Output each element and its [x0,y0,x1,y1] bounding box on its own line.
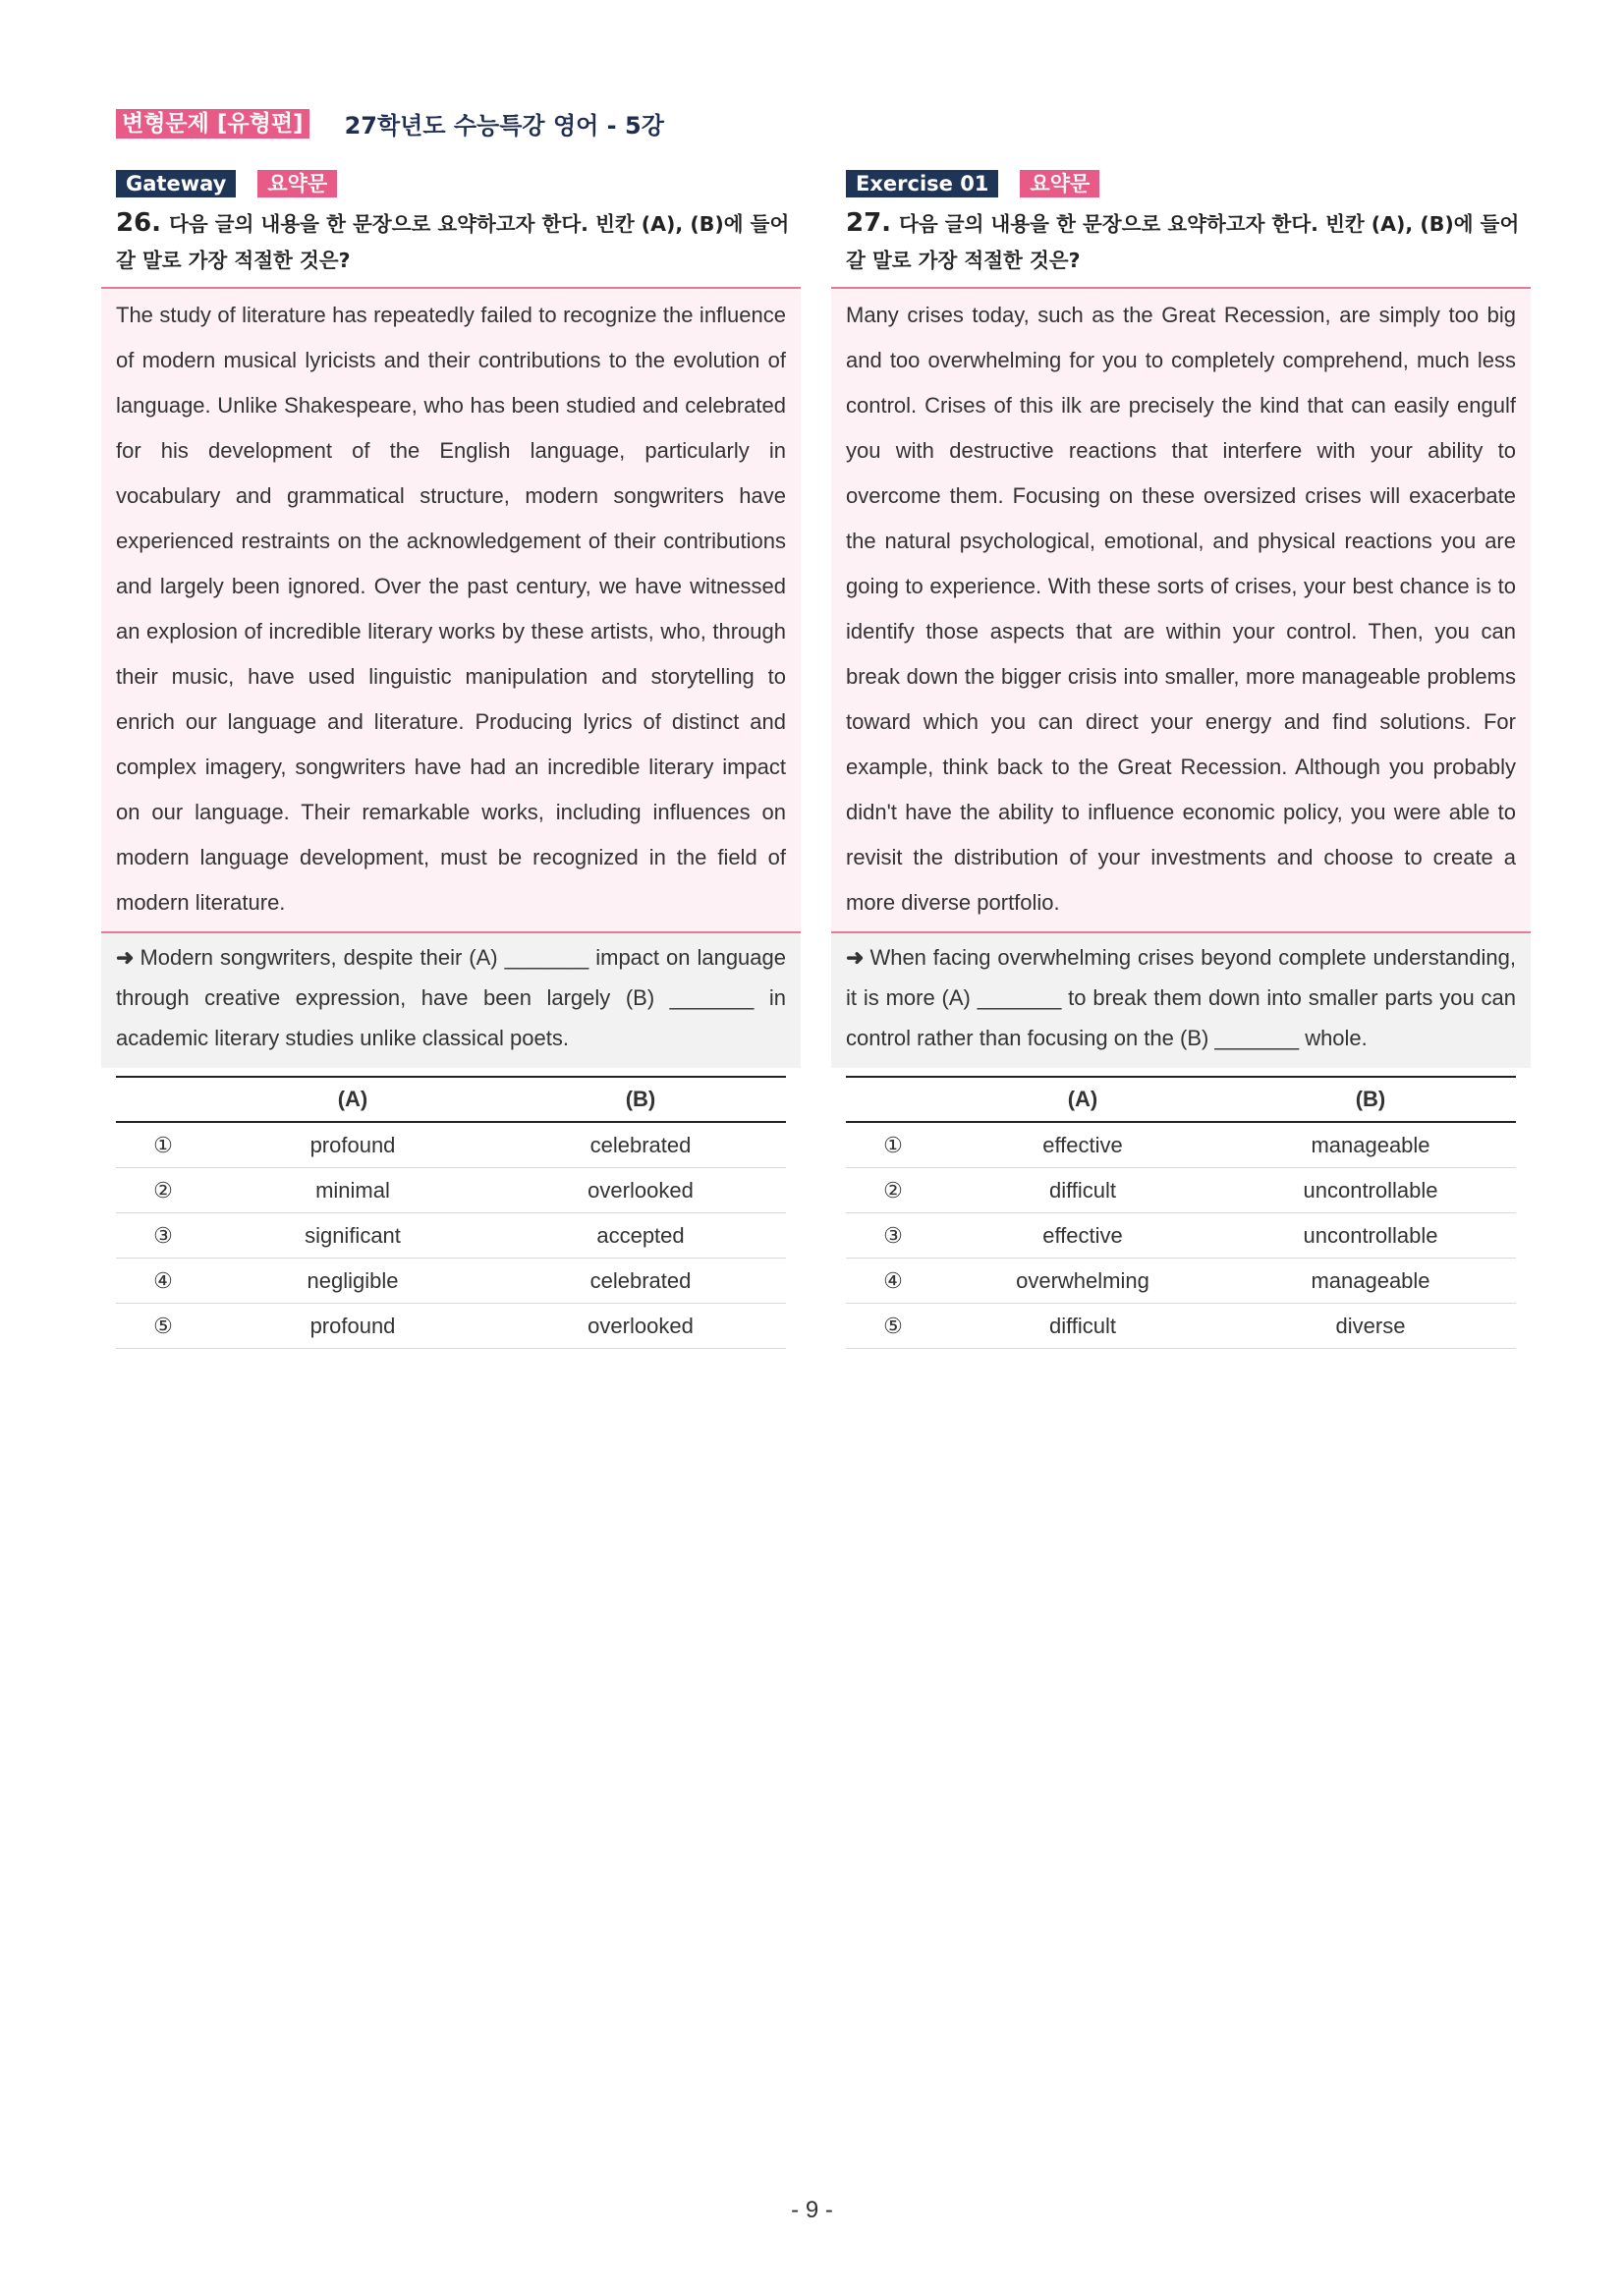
column-header-number [116,1077,210,1122]
option-a: negligible [210,1259,495,1304]
answer-options-table [846,1076,1516,1349]
option-row[interactable] [846,1304,1516,1349]
question-text: 다음 글의 내용을 한 문장으로 요약하고자 한다. 빈칸 (A), (B)에 들어갈 말로 가장 적절한 것은? [846,212,1520,272]
option-number: ① [116,1122,210,1168]
option-a: overwhelming [940,1259,1225,1304]
column-header-a: (A) [210,1077,495,1122]
option-b: uncontrollable [1225,1213,1516,1259]
option-a: profound [210,1304,495,1349]
section-tag: Gateway [116,170,236,197]
question-tags [846,170,1531,197]
option-row[interactable] [846,1122,1516,1168]
option-b: manageable [1225,1122,1516,1168]
option-row[interactable] [846,1259,1516,1304]
column-header-b: (B) [495,1077,786,1122]
column-header-number [846,1077,940,1122]
header-badge: 변형문제 [유형편] [116,109,309,139]
column-header-b: (B) [1225,1077,1516,1122]
option-b: manageable [1225,1259,1516,1304]
option-row[interactable] [116,1213,786,1259]
option-a: minimal [210,1168,495,1213]
option-row[interactable] [846,1213,1516,1259]
summary-text: When facing overwhelming crises beyond complete understanding, it is more (A) _______ to break them down into smaller parts you can control rather than focusing on the (B) _______ whole. [846,945,1516,1050]
summary-text: Modern songwriters, despite their (A) _______ impact on language through creative expression, have been largely (B) _______ in academic literary studies unlike classical poets. [116,945,786,1050]
option-row[interactable] [846,1168,1516,1213]
answer-options-table [116,1076,786,1349]
summary-box [831,933,1531,1068]
arrow-icon: ➜ [116,945,135,970]
question-27-column [831,170,1531,1349]
question-prompt [116,205,794,279]
option-a: effective [940,1122,1225,1168]
option-a: profound [210,1122,495,1168]
option-number: ② [846,1168,940,1213]
option-number: ③ [846,1213,940,1259]
question-number: 26. [116,208,162,238]
type-tag: 요약문 [257,170,337,197]
option-b: celebrated [495,1122,786,1168]
column-header-a: (A) [940,1077,1225,1122]
option-number: ③ [116,1213,210,1259]
table-header-row [846,1077,1516,1122]
page-number: - 9 - [791,2197,833,2223]
option-b: overlooked [495,1168,786,1213]
option-number: ④ [116,1259,210,1304]
option-row[interactable] [116,1304,786,1349]
option-row[interactable] [116,1168,786,1213]
option-row[interactable] [116,1259,786,1304]
option-b: uncontrollable [1225,1168,1516,1213]
question-tags [116,170,801,197]
summary-box [101,933,801,1068]
option-number: ② [116,1168,210,1213]
option-a: difficult [940,1304,1225,1349]
passage-box: The study of literature has repeatedly failed to recognize the influence of modern musical lyricists and their contributions to the evolution of language. Unlike Shakespeare, who has been studied and celebrated for his development of the English language, particularly in vocabulary and grammatical structure, modern songwriters have experienced restraints on the acknowledgement of their contributions and largely been ignored. Over the past century, we have witnessed an explosion of incredible literary works by these artists, who, through their music, have used linguistic manipulation and storytelling to enrich our language and literature. Producing lyrics of distinct and complex imagery, songwriters have had an incredible literary impact on our language. Their remarkable works, including influences on modern language development, must be recognized in the field of modern literature. [101,287,801,933]
option-row[interactable] [116,1122,786,1168]
option-number: ⑤ [116,1304,210,1349]
arrow-icon: ➜ [846,945,865,970]
option-number: ④ [846,1259,940,1304]
type-tag: 요약문 [1020,170,1099,197]
section-tag: Exercise 01 [846,170,998,197]
question-prompt [846,205,1524,279]
page-header [116,106,664,140]
option-number: ⑤ [846,1304,940,1349]
option-a: significant [210,1213,495,1259]
question-number: 27. [846,208,892,238]
table-header-row [116,1077,786,1122]
option-a: difficult [940,1168,1225,1213]
option-a: effective [940,1213,1225,1259]
question-26-column [101,170,801,1349]
option-number: ① [846,1122,940,1168]
header-title: 27학년도 수능특강 영어 - 5강 [344,112,664,140]
option-b: diverse [1225,1304,1516,1349]
passage-box: Many crises today, such as the Great Recession, are simply too big and too overwhelming for you to completely comprehend, much less control. Crises of this ilk are precisely the kind that can easily engulf you with destructive reactions that interfere with your ability to overcome them. Focusing on these oversized crises will exacerbate the natural psychological, emotional, and physical reactions you are going to experience. With these sorts of crises, your best chance is to identify those aspects that are within your control. Then, you can break down the bigger crisis into smaller, more manageable problems toward which you can direct your energy and find solutions. For example, think back to the Great Recession. Although you probably didn't have the ability to influence economic policy, you were able to revisit the distribution of your investments and choose to create a more diverse portfolio. [831,287,1531,933]
option-b: accepted [495,1213,786,1259]
question-text: 다음 글의 내용을 한 문장으로 요약하고자 한다. 빈칸 (A), (B)에 들어갈 말로 가장 적절한 것은? [116,212,790,272]
option-b: celebrated [495,1259,786,1304]
option-b: overlooked [495,1304,786,1349]
